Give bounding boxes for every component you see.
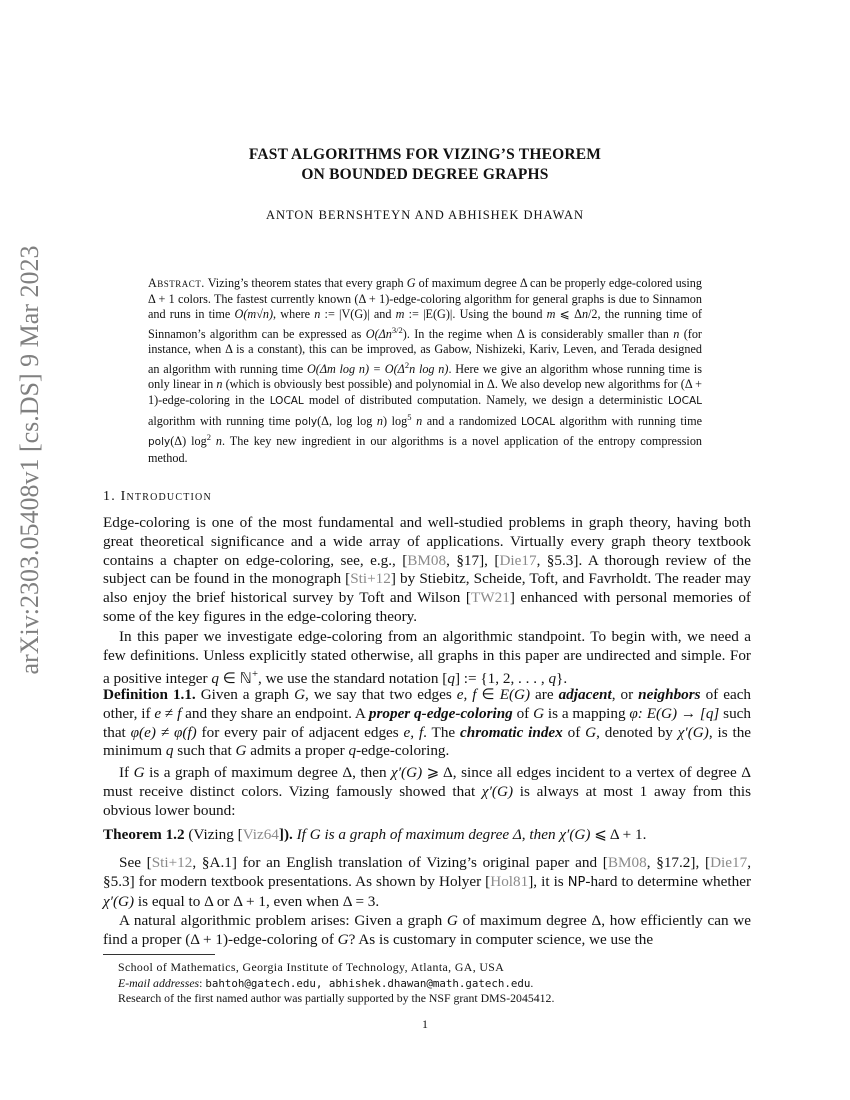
abstract-text: (for instance, when Δ is a constant), this can be improved, as Gabow, Nishizeki, Kariv, Leven, and Terada designed an algorithm with running time bbox=[148, 326, 702, 376]
math-var: G bbox=[133, 764, 145, 781]
body-text: , §5.3] for modern textbook presentations. As shown by Holyer [ bbox=[103, 854, 751, 890]
math-var: m bbox=[395, 307, 405, 322]
body-text: If bbox=[119, 764, 134, 781]
math-expr: e, f bbox=[403, 723, 424, 741]
paragraph-references bbox=[103, 854, 751, 911]
math-expr: n log n) bbox=[409, 361, 449, 376]
math-expr: χ′(G) bbox=[559, 826, 591, 843]
footnote-affiliation: School of Mathematics, Georgia Institute of Technology, Atlanta, GA, USA bbox=[118, 960, 505, 974]
math-var: m bbox=[546, 307, 556, 322]
abstract-text: := |E(G)|. Using the bound bbox=[404, 307, 547, 322]
body-text: ] by Stiebitz, Scheide, Toft, and Favrholdt. The reader may also enjoy the brief historical survey by Toft and Wilson [ bbox=[103, 570, 751, 607]
body-text: . bbox=[530, 976, 534, 990]
citation-link[interactable]: BM08 bbox=[407, 551, 447, 569]
abstract-heading: Abstract. bbox=[148, 276, 205, 290]
body-text: of bbox=[512, 704, 534, 722]
abstract-text: . Here we give an algorithm whose running time is only linear in bbox=[148, 361, 702, 392]
body-text: are bbox=[530, 686, 559, 703]
term-proper-coloring: proper q-edge-coloring bbox=[368, 704, 513, 722]
math-expr: e, f bbox=[456, 686, 477, 703]
math-var: f bbox=[177, 704, 182, 722]
local-term: LOCAL bbox=[521, 415, 556, 428]
math-var: q bbox=[447, 669, 455, 687]
term-chromatic-index: chromatic index bbox=[460, 723, 563, 741]
email-addresses[interactable]: bahtoh@gatech.edu, abhishek.dhawan@math.gatech.edu bbox=[205, 977, 531, 990]
body-text: ]). bbox=[278, 826, 293, 843]
body-text: , we say that two edges bbox=[305, 686, 457, 703]
body-text: is a mapping bbox=[544, 704, 630, 722]
math-var: G bbox=[446, 912, 458, 929]
math-sup: 2 bbox=[404, 359, 410, 370]
body-text: Given a graph bbox=[195, 686, 295, 703]
math-sup: 5 bbox=[407, 411, 412, 422]
abstract-text: ). In the regime when Δ is considerably smaller than bbox=[402, 326, 674, 341]
paragraph-intro bbox=[103, 514, 751, 627]
citation-link[interactable]: Hol81 bbox=[490, 872, 529, 890]
body-text: ≠ bbox=[161, 704, 178, 722]
body-text: , §17.2], [ bbox=[646, 854, 711, 871]
math-sup: + bbox=[251, 668, 258, 680]
body-text: of each other, if bbox=[103, 686, 752, 722]
math-expr: φ: E(G) → [q] bbox=[629, 704, 720, 722]
body-text: -hard to determine whether bbox=[585, 872, 751, 890]
body-text: In this paper we investigate edge-coloring from an algorithmic standpoint. To begin with, we need a few definitions. Unless explicitly stated otherwise, all graphs in this paper are undirected and simple. For a positive integer bbox=[103, 628, 751, 687]
math-expr: O(m√n) bbox=[234, 307, 274, 322]
body-text: ] enhanced with personal memories of some of the key figures in the edge-coloring theory. bbox=[103, 589, 751, 625]
math-var: e bbox=[154, 704, 162, 722]
body-text: is a graph of maximum degree Δ, then bbox=[144, 764, 392, 781]
math-expr: O(Δn bbox=[365, 326, 392, 341]
definition-label: Definition 1.1. bbox=[103, 686, 196, 703]
local-term: LOCAL bbox=[269, 394, 304, 407]
arxiv-identifier-text: arXiv:2303.05408v1 [cs.DS] 9 Mar 2023 bbox=[15, 245, 44, 675]
body-text: is always at most 1 away from this obvious lower bound: bbox=[103, 782, 751, 819]
body-text: ∈ ℕ bbox=[218, 669, 252, 687]
math-var: G bbox=[235, 742, 247, 760]
footnote-rule bbox=[103, 954, 215, 955]
email-label: E-mail addresses bbox=[118, 976, 200, 990]
math-var: q bbox=[348, 742, 357, 760]
math-var: n bbox=[581, 307, 589, 322]
body-text: of bbox=[562, 723, 586, 741]
body-text: , we use the standard notation [ bbox=[257, 669, 448, 687]
paragraph-definitions bbox=[103, 628, 751, 688]
abstract bbox=[148, 276, 702, 466]
authors: ANTON BERNSHTEYN AND ABHISHEK DHAWAN bbox=[265, 208, 585, 222]
body-text: ? As is customary in computer science, we use the bbox=[348, 930, 654, 948]
abstract-text: . The key new ingredient in our algorithms is a novel application of the entropy compression method. bbox=[148, 434, 703, 465]
abstract-text: := |V(G)| and bbox=[320, 307, 396, 322]
math-var: n bbox=[376, 413, 384, 428]
poly-term: poly bbox=[294, 415, 318, 428]
arxiv-identifier bbox=[2, 245, 58, 675]
body-text: ⩾ Δ, since all edges incident to a vertex of degree Δ must receive distinct colors. Vizing famously showed that bbox=[103, 764, 751, 800]
math-expr: χ′(G) bbox=[391, 764, 423, 781]
abstract-text: /2, the running time of Sinnamon’s algorithm can be expressed as bbox=[148, 307, 702, 341]
paragraph-algorithmic-problem bbox=[103, 912, 751, 950]
math-var: n bbox=[673, 326, 680, 341]
body-text: , is the minimum bbox=[103, 723, 752, 760]
body-text: such that bbox=[173, 742, 236, 760]
math-var: G bbox=[309, 826, 321, 843]
math-expr: χ′(G) bbox=[481, 782, 514, 800]
paper-title-line-2: ON BOUNDED DEGREE GRAPHS bbox=[301, 166, 549, 183]
math-var: G bbox=[585, 723, 597, 741]
abstract-text: algorithm with running time bbox=[148, 413, 295, 428]
math-var: n bbox=[215, 434, 223, 449]
body-text: ∈ bbox=[476, 686, 500, 703]
math-var: G bbox=[294, 686, 306, 703]
body-text: , denoted by bbox=[596, 723, 678, 741]
math-sup: 2 bbox=[206, 432, 211, 443]
body-text: of maximum degree Δ, how efficiently can we find a proper (Δ + 1)-edge-coloring of bbox=[103, 912, 751, 948]
math-expr: χ′(G) bbox=[103, 892, 135, 910]
abstract-text: Vizing’s theorem states that every graph bbox=[204, 276, 407, 290]
poly-term: poly bbox=[148, 436, 171, 449]
math-var: q bbox=[165, 742, 174, 760]
citation-link[interactable]: Sti+12 bbox=[350, 570, 391, 588]
body-text: ] := {1, 2, . . . , bbox=[454, 669, 549, 687]
abstract-text: ⩽ Δ bbox=[555, 307, 582, 322]
math-var: n bbox=[216, 377, 223, 392]
body-text: ], it is bbox=[528, 872, 568, 890]
body-text: admits a proper bbox=[246, 742, 349, 760]
footnote-funding: Research of the first named author was partially supported by the NSF grant DMS-2045412. bbox=[118, 991, 555, 1005]
body-text: for every pair of adjacent edges bbox=[196, 723, 404, 741]
citation-link[interactable]: Die17 bbox=[710, 854, 748, 871]
abstract-text: algorithm with running time bbox=[555, 413, 702, 428]
body-text: See [ bbox=[119, 854, 152, 871]
body-text: is equal to Δ or Δ + 1, even when Δ = 3. bbox=[134, 892, 380, 910]
math-expr: φ(e) ≠ φ(f) bbox=[130, 723, 197, 741]
body-text: such that bbox=[103, 704, 752, 741]
math-var: G bbox=[533, 704, 545, 722]
math-expr: O(Δm log n) = O(Δ bbox=[306, 361, 405, 376]
math-expr: E(G) bbox=[499, 686, 531, 703]
local-term: LOCAL bbox=[667, 394, 702, 407]
abstract-text: (Δ) log bbox=[170, 434, 207, 449]
page-number: 1 bbox=[422, 1017, 428, 1031]
math-sup: 3/2 bbox=[391, 324, 403, 335]
math-var: n bbox=[314, 307, 321, 322]
abstract-text: ) log bbox=[383, 413, 408, 428]
footnote-emails: E-mail addresses: bahtoh@gatech.edu, abhishek.dhawan@math.gatech.edu. bbox=[118, 976, 534, 990]
math-var: G bbox=[406, 276, 416, 290]
body-text: and they share an endpoint. A bbox=[181, 704, 369, 722]
np-term: NP bbox=[567, 874, 586, 890]
citation-link[interactable]: Viz64 bbox=[242, 826, 279, 843]
body-text: (Vizing [ bbox=[184, 826, 243, 843]
body-text: Edge-coloring is one of the most fundamental and well-studied problems in graph theory, having both great theoretical significance and a wide array of applications. Virtually every graph theory textbook contains a chapter on edge-coloring, see, e.g., [ bbox=[103, 514, 751, 569]
term-adjacent: adjacent bbox=[558, 686, 612, 703]
theorem-text: is a graph of maximum degree Δ, then bbox=[320, 826, 560, 843]
body-text: }. bbox=[556, 669, 568, 687]
section-number: 1. bbox=[103, 489, 121, 504]
citation-link[interactable]: TW21 bbox=[471, 589, 510, 607]
abstract-text: , where bbox=[273, 307, 315, 322]
definition-1-1 bbox=[103, 686, 751, 761]
math-var: q bbox=[211, 669, 219, 687]
math-var: G bbox=[337, 930, 349, 948]
citation-link[interactable]: BM08 bbox=[607, 854, 647, 871]
body-text: , §A.1] for an English translation of Vizing’s original paper and [ bbox=[192, 854, 608, 871]
citation-link[interactable]: Die17 bbox=[499, 551, 537, 569]
theorem-1-2 bbox=[103, 826, 751, 845]
abstract-text: and a randomized bbox=[422, 413, 521, 428]
theorem-label: Theorem 1.2 bbox=[103, 826, 185, 843]
body-text: , §5.3]. A thorough review of the subject can be found in the monograph [ bbox=[103, 551, 752, 588]
term-neighbors: neighbors bbox=[638, 686, 701, 703]
math-expr: χ′(G) bbox=[677, 723, 709, 741]
paper-title-line-1: FAST ALGORITHMS FOR VIZING’S THEOREM bbox=[248, 146, 602, 163]
body-text: , §17], [ bbox=[446, 551, 500, 569]
abstract-text: (which is obviously best possible) and polynomial in Δ. We also develop new algorithms for (Δ + 1)-edge-coloring in the bbox=[148, 377, 703, 407]
abstract-text: of maximum degree Δ can be properly edge-colored using Δ + 1 colors. The fastest currently known (Δ + 1)-edge-coloring algorithm for general graphs is due to Sinnamon and runs in time bbox=[148, 276, 702, 322]
abstract-text: model of distributed computation. Namely, we design a deterministic bbox=[303, 392, 668, 407]
paragraph-lower-bound bbox=[103, 764, 751, 820]
abstract-text: (Δ, log log bbox=[317, 413, 377, 428]
body-text: A natural algorithmic problem arises: Given a graph bbox=[119, 912, 447, 929]
math-var: q bbox=[548, 669, 557, 687]
section-heading bbox=[103, 489, 212, 505]
body-text: ⩽ Δ + 1. bbox=[590, 826, 647, 843]
body-text: -edge-coloring. bbox=[356, 742, 450, 760]
body-text: , or bbox=[611, 686, 639, 703]
section-title: Introduction bbox=[120, 489, 212, 504]
body-text: . The bbox=[423, 723, 461, 741]
math-var: n bbox=[416, 413, 423, 428]
theorem-text: If bbox=[292, 826, 310, 843]
citation-link[interactable]: Sti+12 bbox=[151, 854, 193, 871]
